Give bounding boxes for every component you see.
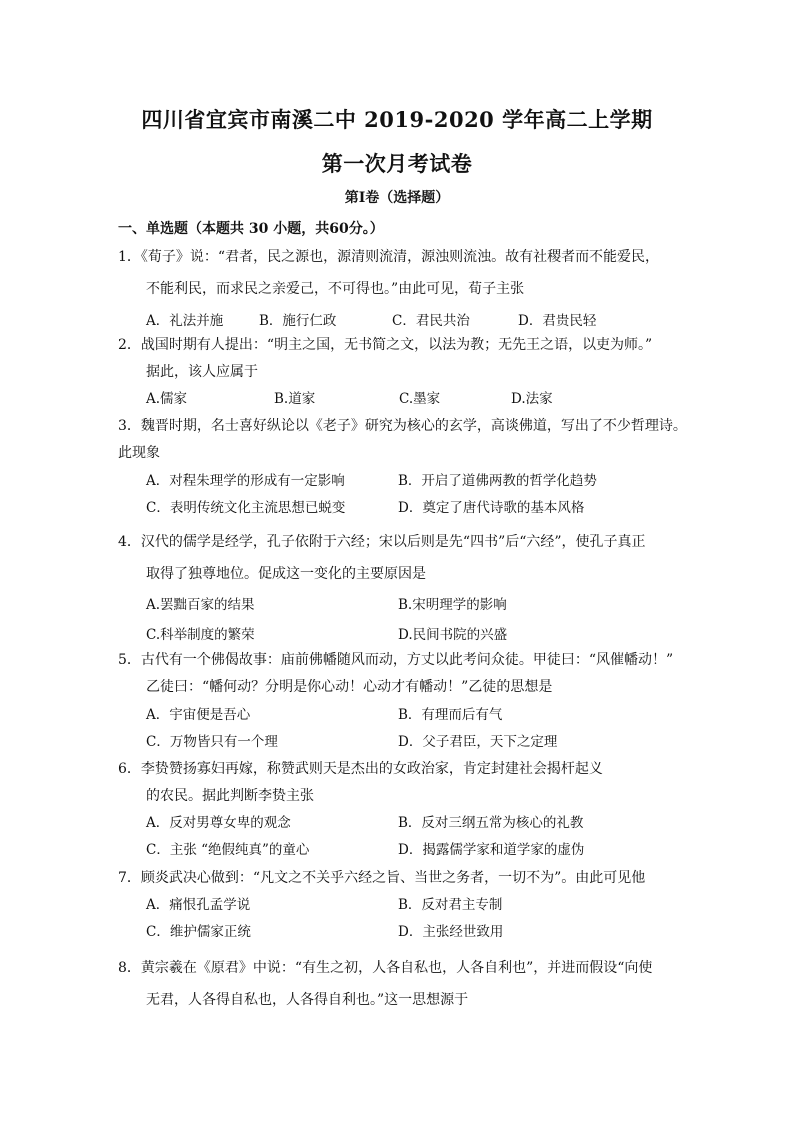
question-3-option-d: D．奠定了唐代诗歌的基本风格 xyxy=(398,500,585,516)
question-7-option-a: A．痛恨孔孟学说 xyxy=(146,897,251,913)
question-4-stem-line1: 4．汉代的儒学是经学，孔子依附于六经；宋以后则是先“四书”后“六经”，使孔子真正 xyxy=(118,534,646,550)
question-6-stem-line2: 的农民。据此判断李贽主张 xyxy=(146,788,314,804)
question-1-option-a: A．礼法并施 xyxy=(146,313,224,329)
question-4-option-d: D.民间书院的兴盛 xyxy=(398,627,508,643)
question-7-stem-line1: 7．顾炎武决心做到：“凡文之不关乎六经之旨、当世之务者，一切不为”。由此可见他 xyxy=(118,870,646,886)
question-4-option-b: B.宋明理学的影响 xyxy=(398,597,507,613)
question-4-option-a: A.罢黜百家的结果 xyxy=(146,597,255,613)
question-2-option-b: B.道家 xyxy=(274,391,316,407)
question-7-option-d: D．主张经世致用 xyxy=(398,924,504,940)
question-2-option-d: D.法家 xyxy=(511,391,553,407)
question-5-stem-line2: 乙徒曰：“幡何动？分明是你心动！心动才有幡动！”乙徒的思想是 xyxy=(146,679,553,695)
question-8-stem-line2: 无君，人各得自私也，人各得自利也。”这一思想源于 xyxy=(146,992,469,1008)
question-7-option-c: C．维护儒家正统 xyxy=(146,924,251,940)
question-1-option-b: B．施行仁政 xyxy=(259,313,337,329)
question-3-option-b: B．开启了道佛两教的哲学化趋势 xyxy=(398,473,597,489)
question-5-option-d: D．父子君臣，天下之定理 xyxy=(398,734,558,750)
exam-title: 四川省宜宾市南溪二中 2019-2020 学年高二上学期 xyxy=(141,107,653,132)
question-2-option-c: C.墨家 xyxy=(399,391,441,407)
question-2-stem-line1: 2．战国时期有人提出：“明主之国，无书简之文，以法为教；无先王之语，以吏为师。” xyxy=(118,337,653,353)
question-3-stem-line2: 此现象 xyxy=(118,445,160,461)
question-2-stem-line2: 据此，该人应属于 xyxy=(146,364,258,380)
question-3-stem-line1: 3．魏晋时期，名士喜好纵论以《老子》研究为核心的玄学，高谈佛道，写出了不少哲理诗。 xyxy=(118,418,687,434)
question-4-stem-line2: 取得了独尊地位。促成这一变化的主要原因是 xyxy=(146,566,426,582)
question-6-option-c: C．主张 “绝假纯真”的童心 xyxy=(146,842,310,858)
question-3-option-a: A．对程朱理学的形成有一定影响 xyxy=(146,473,345,489)
question-1-option-d: D．君贵民轻 xyxy=(518,313,597,329)
question-6-option-d: D．揭露儒学家和道学家的虚伪 xyxy=(398,842,585,858)
question-8-stem-line1: 8．黄宗羲在《原君》中说：“有生之初，人各自私也，人各自利也”，并进而假设“向使 xyxy=(118,960,653,976)
question-5-option-a: A．宇宙便是吾心 xyxy=(146,707,251,723)
question-1-stem-line2: 不能利民，而求民之亲爱己，不可得也。”由此可见，荀子主张 xyxy=(146,281,525,297)
question-6-option-a: A．反对男尊女卑的观念 xyxy=(146,815,291,831)
question-5-option-b: B．有理而后有气 xyxy=(398,707,503,723)
exam-title-line2: 第一次月考试卷 xyxy=(321,151,473,176)
volume-subtitle: 第Ⅰ卷（选择题） xyxy=(344,190,450,206)
question-5-option-c: C．万物皆只有一个理 xyxy=(146,734,278,750)
section-heading: 一、单选题（本题共 30 小题，共60分。） xyxy=(118,221,384,237)
question-1-option-c: C．君民共治 xyxy=(392,313,470,329)
question-6-option-b: B．反对三纲五常为核心的礼教 xyxy=(398,815,584,831)
question-4-option-c: C.科举制度的繁荣 xyxy=(146,627,255,643)
question-7-option-b: B．反对君主专制 xyxy=(398,897,503,913)
question-1-stem-line1: 1．《荀子》说：“君者，民之源也，源清则流清，源浊则流浊。故有社稷者而不能爱民， xyxy=(118,249,660,265)
question-5-stem-line1: 5．古代有一个佛偈故事：庙前佛幡随风而动，方丈以此考问众徒。甲徒曰：“风催幡动！” xyxy=(118,652,674,668)
question-2-option-a: A.儒家 xyxy=(146,391,188,407)
question-6-stem-line1: 6．李贽赞扬寡妇再嫁，称赞武则天是杰出的女政治家，肯定封建社会揭杆起义 xyxy=(118,761,603,777)
question-3-option-c: C．表明传统文化主流思想已蜕变 xyxy=(146,500,346,516)
